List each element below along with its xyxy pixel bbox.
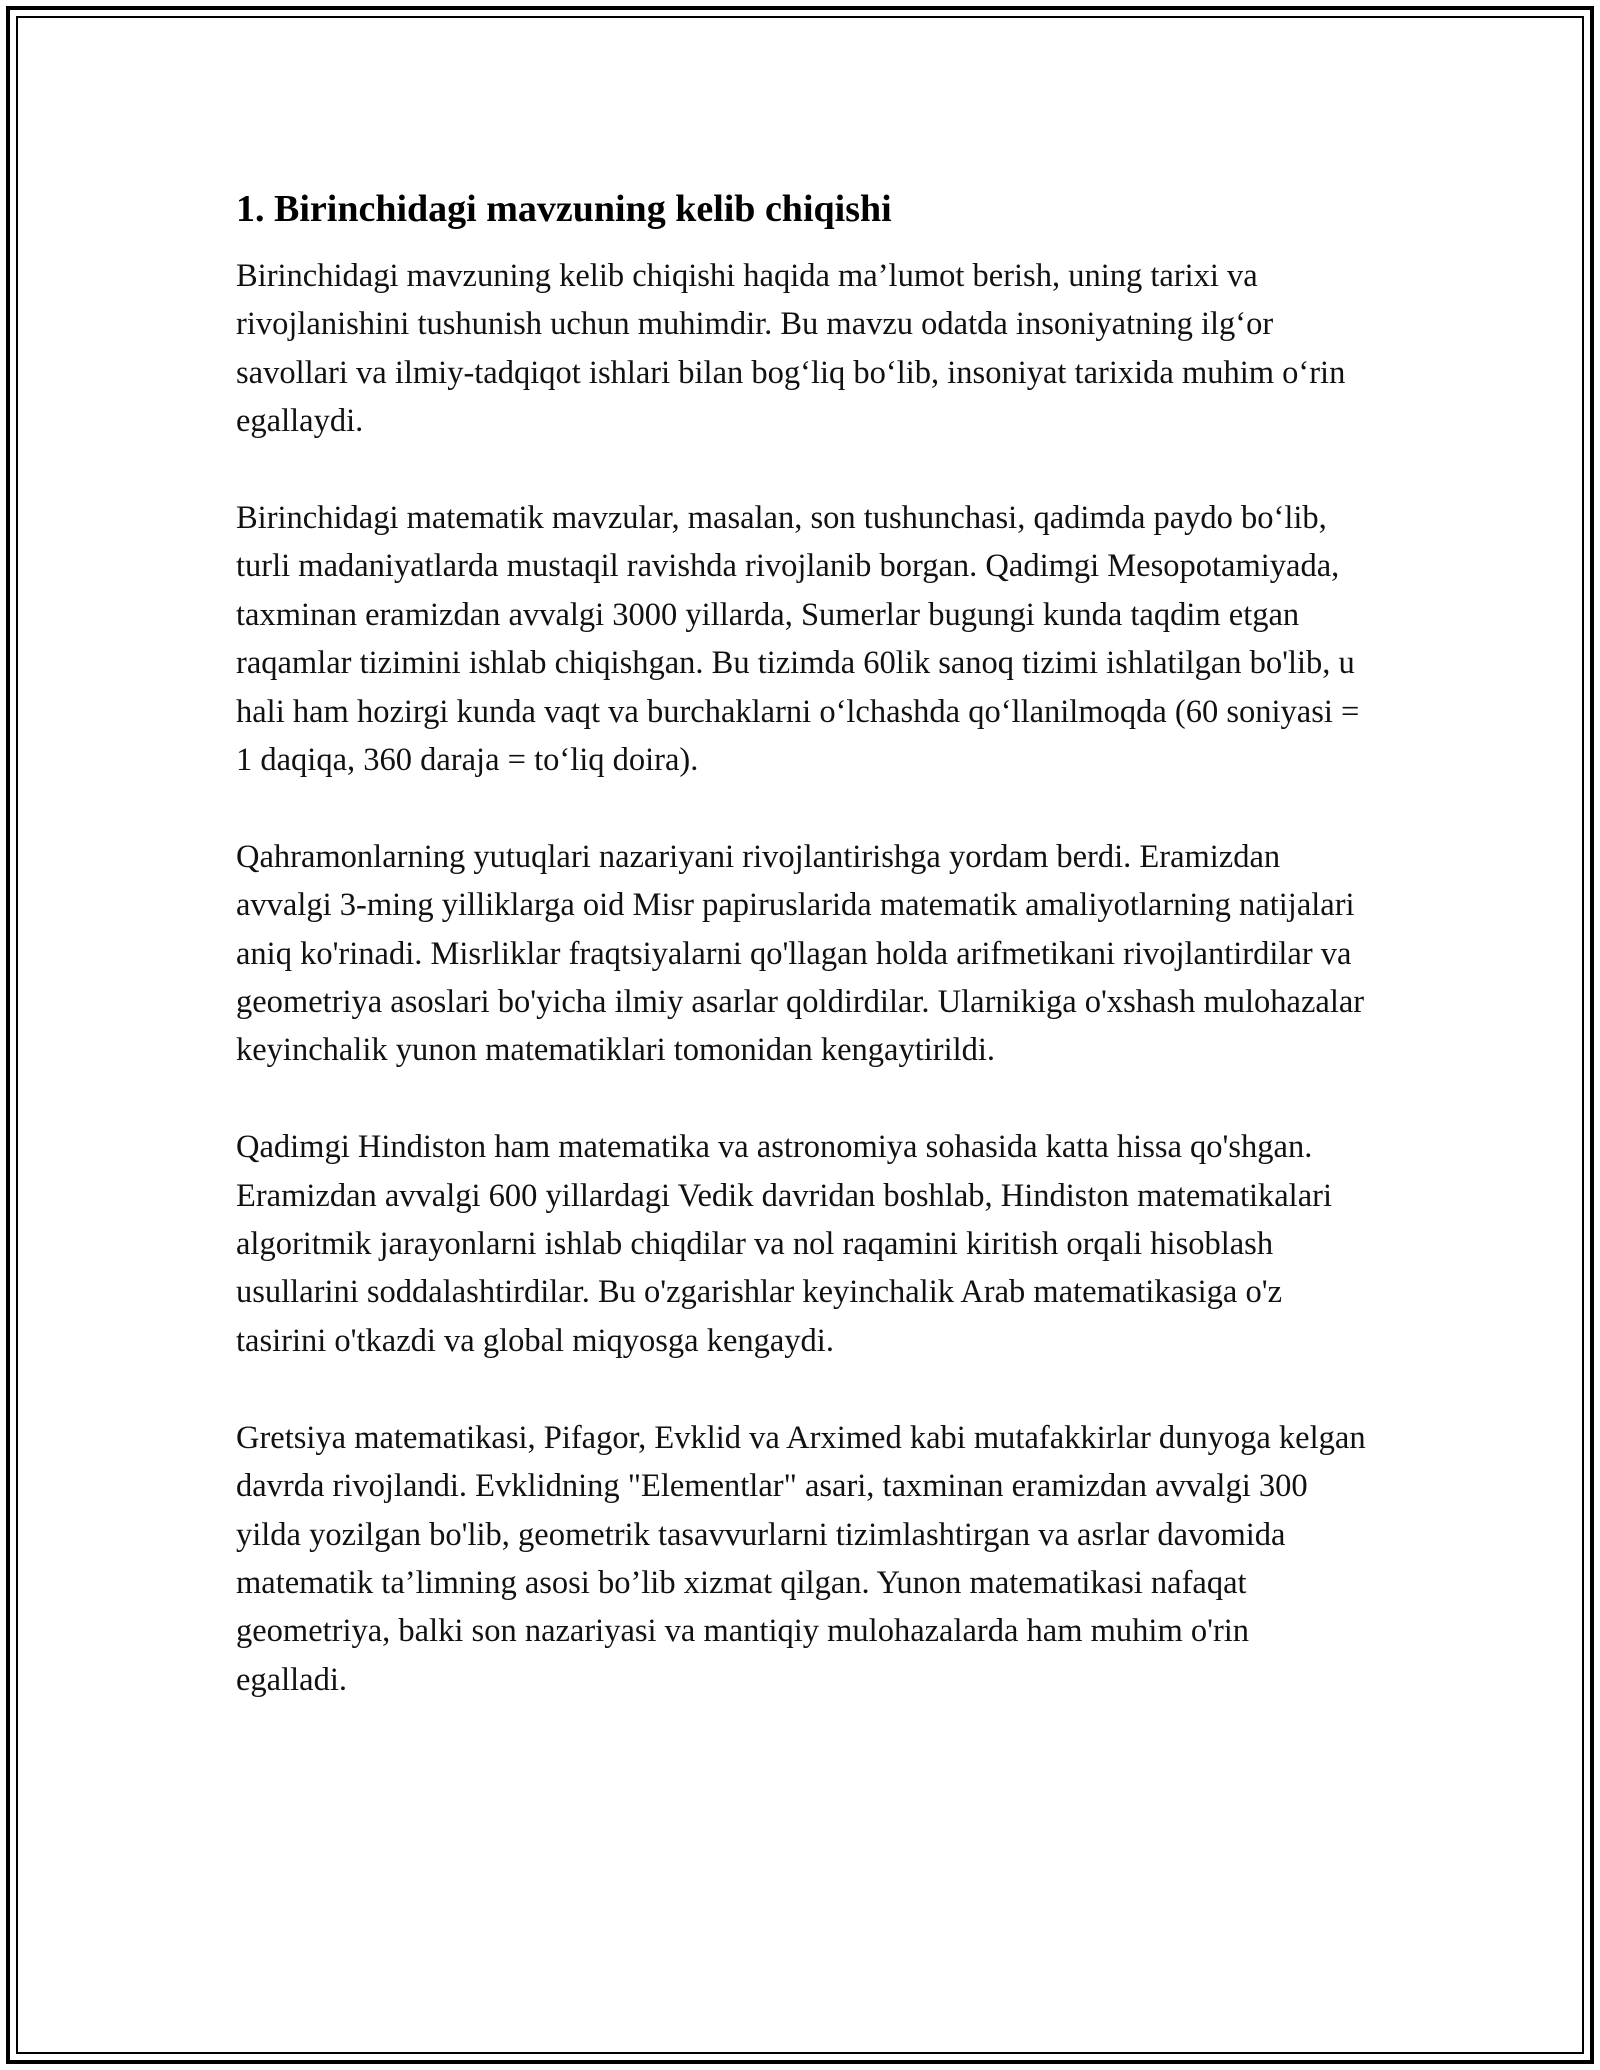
document-body: [236, 186, 1366, 1753]
paragraph-egypt: Qahramonlarning yutuqlari nazariyani rivojlantirishga yordam berdi. Eramizdan avvalgi 3-ming yilliklarga oid Misr papiruslarida matematik amaliyotlarning natijalari aniq ko'rinadi. Misrliklar fraqtsiyalarni qo'llagan holda arifmetikani rivojlantirdilar va geometriya asoslari bo'yicha ilmiy asarlar qoldirdilar. Ularnikiga o'xshash mulohazalar keyinchalik yunon matematiklari tomonidan kengaytirildi.: [236, 838, 1365, 1069]
paragraph-greece: Gretsiya matematikasi, Pifagor, Evklid va Arximed kabi mutafakkirlar dunyoga kelgan davrda rivojlandi. Evklidning "Elementlar" asari, taxminan eramizdan avvalgi 300 yilda yozilgan bo'lib, geometrik tasavvurlarni tizimlashtirgan va asrlar davomida matematik ta’limning asosi bo’lib xizmat qilgan. Yunon matematikasi nafaqat geometriya, balki son nazariyasi va mantiqiy mulohazalarda ham muhim o'rin egalladi.: [236, 1419, 1366, 1698]
paragraph-india: Qadimgi Hindiston ham matematika va astronomiya sohasida katta hissa qo'shgan. Eramizdan avvalgi 600 yillardagi Vedik davridan boshlab, Hindiston matematikalari algoritmik jarayonlarni ishlab chiqdilar va nol raqamini kiritish orqali hisoblash usullarini soddalashtirdilar. Bu o'zgarishlar keyinchalik Arab matematikasiga o'z tasirini o'tkazdi va global miqyosga kengaydi.: [236, 1129, 1332, 1359]
section-heading: 1. Birinchidagi mavzuning kelib chiqishi: [236, 188, 892, 230]
paragraph-intro: Birinchidagi mavzuning kelib chiqishi haqida ma’lumot berish, uning tarixi va rivojlanishini tushunish uchun muhimdir. Bu mavzu odatda insoniyatning ilg‘or savollari va ilmiy-tadqiqot ishlari bilan bog‘liq bo‘lib, insoniyat tarixida muhim o‘rin egallaydi.: [236, 258, 1346, 440]
paragraph-mesopotamia: Birinchidagi matematik mavzular, masalan, son tushunchasi, qadimda paydo bo‘lib, turli madaniyatlarda mustaqil ravishda rivojlanib borgan. Qadimgi Mesopotamiyada, taxminan eramizdan avvalgi 3000 yillarda, Sumerlar bugungi kunda taqdim etgan raqamlar tizimini ishlab chiqishgan. Bu tizimda 60lik sanoq tizimi ishlatilgan bo'lib, u hali ham hozirgi kunda vaqt va burchaklarni o‘lchashda qo‘llanilmoqda (60 soniyasi = 1 daqiqa, 360 daraja = to‘liq doira).: [236, 500, 1360, 779]
